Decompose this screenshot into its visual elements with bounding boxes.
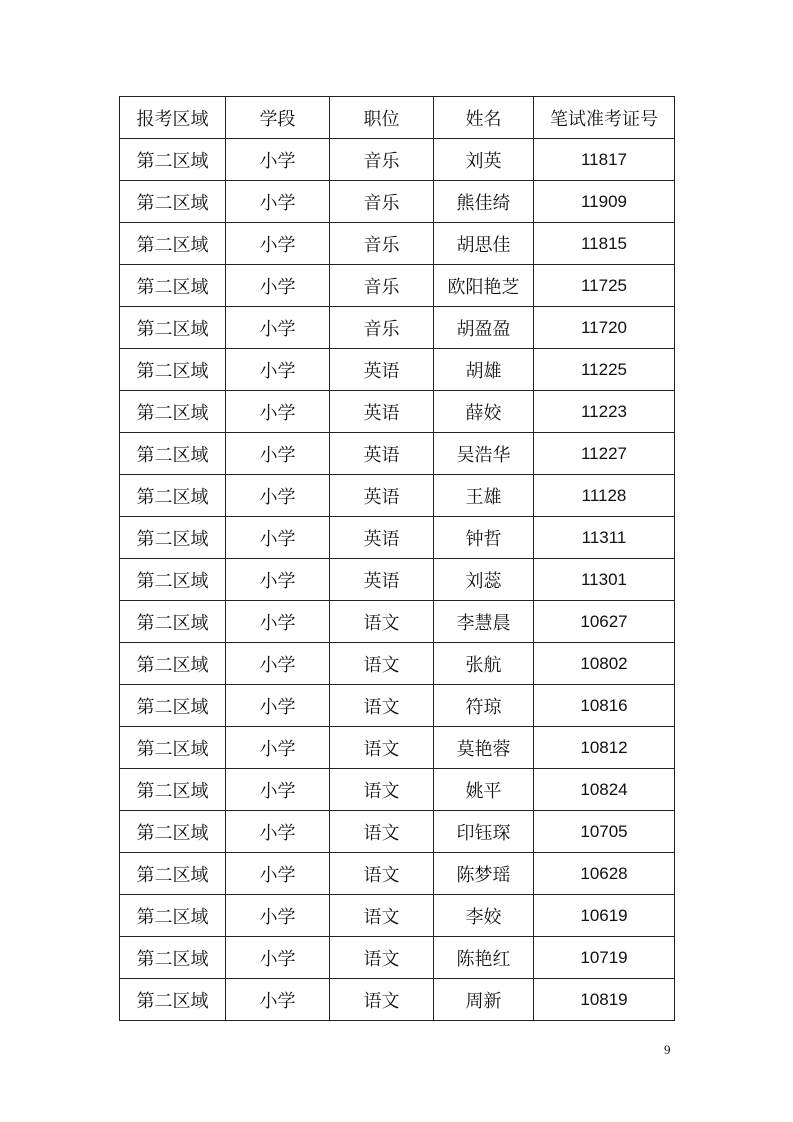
cell-position: 音乐 [330, 265, 434, 307]
cell-exam-id: 10627 [534, 601, 675, 643]
cell-region: 第二区域 [120, 811, 226, 853]
cell-exam-id: 10705 [534, 811, 675, 853]
cell-position: 英语 [330, 391, 434, 433]
cell-position: 语文 [330, 853, 434, 895]
cell-school-stage: 小学 [226, 223, 330, 265]
cell-school-stage: 小学 [226, 643, 330, 685]
cell-region: 第二区域 [120, 307, 226, 349]
cell-name: 王雄 [434, 475, 534, 517]
cell-exam-id: 11128 [534, 475, 675, 517]
cell-position: 英语 [330, 433, 434, 475]
cell-school-stage: 小学 [226, 349, 330, 391]
cell-exam-id: 11223 [534, 391, 675, 433]
cell-exam-id: 11909 [534, 181, 675, 223]
cell-exam-id: 11311 [534, 517, 675, 559]
table-row [120, 769, 675, 811]
cell-exam-id: 11227 [534, 433, 675, 475]
cell-region: 第二区域 [120, 181, 226, 223]
cell-region: 第二区域 [120, 349, 226, 391]
cell-school-stage: 小学 [226, 475, 330, 517]
cell-position: 音乐 [330, 307, 434, 349]
cell-position: 语文 [330, 727, 434, 769]
cell-exam-id: 11301 [534, 559, 675, 601]
table-row [120, 937, 675, 979]
table-row [120, 643, 675, 685]
table-row [120, 307, 675, 349]
cell-exam-id: 10819 [534, 979, 675, 1021]
cell-exam-id: 10628 [534, 853, 675, 895]
table-row [120, 517, 675, 559]
table-row [120, 139, 675, 181]
cell-exam-id: 11817 [534, 139, 675, 181]
cell-exam-id: 10816 [534, 685, 675, 727]
cell-position: 英语 [330, 349, 434, 391]
cell-region: 第二区域 [120, 979, 226, 1021]
cell-position: 英语 [330, 559, 434, 601]
table-row [120, 811, 675, 853]
cell-region: 第二区域 [120, 139, 226, 181]
cell-exam-id: 11225 [534, 349, 675, 391]
cell-region: 第二区域 [120, 433, 226, 475]
cell-position: 音乐 [330, 223, 434, 265]
cell-region: 第二区域 [120, 685, 226, 727]
cell-school-stage: 小学 [226, 601, 330, 643]
cell-name: 欧阳艳芝 [434, 265, 534, 307]
cell-region: 第二区域 [120, 391, 226, 433]
cell-exam-id: 11725 [534, 265, 675, 307]
cell-exam-id: 10802 [534, 643, 675, 685]
cell-position: 语文 [330, 685, 434, 727]
header-region: 报考区域 [120, 97, 226, 139]
cell-region: 第二区域 [120, 601, 226, 643]
cell-position: 语文 [330, 811, 434, 853]
cell-school-stage: 小学 [226, 895, 330, 937]
table-row [120, 223, 675, 265]
table-row [120, 475, 675, 517]
results-table [119, 96, 675, 1021]
cell-region: 第二区域 [120, 853, 226, 895]
table-row [120, 895, 675, 937]
cell-school-stage: 小学 [226, 979, 330, 1021]
page-number: 9 [664, 1042, 671, 1057]
table-row [120, 433, 675, 475]
cell-name: 陈梦瑶 [434, 853, 534, 895]
cell-exam-id: 10824 [534, 769, 675, 811]
cell-exam-id: 11815 [534, 223, 675, 265]
cell-name: 钟哲 [434, 517, 534, 559]
header-position: 职位 [330, 97, 434, 139]
cell-school-stage: 小学 [226, 685, 330, 727]
cell-region: 第二区域 [120, 895, 226, 937]
cell-exam-id: 10812 [534, 727, 675, 769]
cell-region: 第二区域 [120, 517, 226, 559]
cell-name: 李姣 [434, 895, 534, 937]
cell-region: 第二区域 [120, 475, 226, 517]
cell-name: 胡雄 [434, 349, 534, 391]
cell-exam-id: 11720 [534, 307, 675, 349]
cell-region: 第二区域 [120, 727, 226, 769]
cell-position: 语文 [330, 895, 434, 937]
cell-name: 薛姣 [434, 391, 534, 433]
cell-name: 刘英 [434, 139, 534, 181]
cell-region: 第二区域 [120, 769, 226, 811]
cell-name: 陈艳红 [434, 937, 534, 979]
cell-school-stage: 小学 [226, 433, 330, 475]
header-name: 姓名 [434, 97, 534, 139]
cell-position: 语文 [330, 601, 434, 643]
cell-position: 语文 [330, 979, 434, 1021]
table-row [120, 391, 675, 433]
cell-name: 胡思佳 [434, 223, 534, 265]
table-row [120, 685, 675, 727]
cell-school-stage: 小学 [226, 307, 330, 349]
cell-school-stage: 小学 [226, 937, 330, 979]
cell-exam-id: 10619 [534, 895, 675, 937]
cell-position: 英语 [330, 517, 434, 559]
cell-school-stage: 小学 [226, 181, 330, 223]
cell-name: 姚平 [434, 769, 534, 811]
cell-name: 李慧晨 [434, 601, 534, 643]
cell-school-stage: 小学 [226, 391, 330, 433]
table-row [120, 601, 675, 643]
table-row [120, 349, 675, 391]
cell-school-stage: 小学 [226, 853, 330, 895]
table-row [120, 979, 675, 1021]
cell-position: 英语 [330, 475, 434, 517]
cell-school-stage: 小学 [226, 811, 330, 853]
table-row [120, 559, 675, 601]
header-school-stage: 学段 [226, 97, 330, 139]
cell-school-stage: 小学 [226, 769, 330, 811]
cell-school-stage: 小学 [226, 559, 330, 601]
cell-region: 第二区域 [120, 559, 226, 601]
cell-school-stage: 小学 [226, 265, 330, 307]
cell-region: 第二区域 [120, 643, 226, 685]
cell-name: 莫艳蓉 [434, 727, 534, 769]
cell-name: 刘蕊 [434, 559, 534, 601]
cell-school-stage: 小学 [226, 727, 330, 769]
cell-name: 熊佳绮 [434, 181, 534, 223]
cell-region: 第二区域 [120, 223, 226, 265]
table-row [120, 727, 675, 769]
cell-name: 周新 [434, 979, 534, 1021]
cell-region: 第二区域 [120, 265, 226, 307]
table-header-row [120, 97, 675, 139]
cell-name: 胡盈盈 [434, 307, 534, 349]
cell-name: 张航 [434, 643, 534, 685]
cell-name: 符琼 [434, 685, 534, 727]
cell-region: 第二区域 [120, 937, 226, 979]
table-row [120, 853, 675, 895]
cell-position: 音乐 [330, 181, 434, 223]
cell-position: 音乐 [330, 139, 434, 181]
cell-exam-id: 10719 [534, 937, 675, 979]
cell-school-stage: 小学 [226, 517, 330, 559]
cell-position: 语文 [330, 769, 434, 811]
table-row [120, 265, 675, 307]
table-row [120, 181, 675, 223]
cell-school-stage: 小学 [226, 139, 330, 181]
header-exam-id: 笔试准考证号 [534, 97, 675, 139]
cell-position: 语文 [330, 937, 434, 979]
cell-name: 印钰琛 [434, 811, 534, 853]
cell-name: 吴浩华 [434, 433, 534, 475]
cell-position: 语文 [330, 643, 434, 685]
